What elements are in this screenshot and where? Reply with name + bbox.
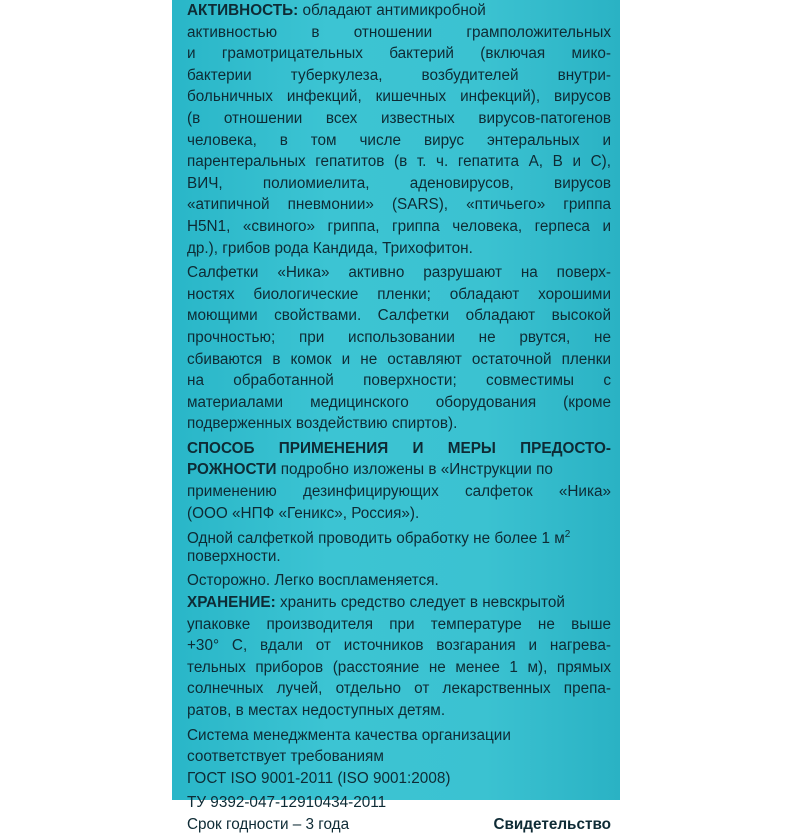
method-first-line	[187, 459, 611, 481]
activity-first-line	[187, 0, 611, 22]
napkins-line: материалами медицинского оборудования (кроме	[187, 393, 611, 411]
activity-line: больничных инфекций, кишечных инфекций), вирусов	[187, 88, 611, 106]
storage-first-line	[187, 592, 611, 614]
napkins-line: Салфетки «Ника» активно разрушают на поверх-	[187, 264, 611, 282]
activity-line: бактерии туберкулеза, возбудителей внутри-	[187, 66, 611, 84]
area-line-2: поверхности.	[187, 547, 281, 565]
activity-line: (в отношении всех известных вирусов-патогенов	[187, 109, 611, 127]
activity-line: активностью в отношении грамположительных	[187, 23, 611, 41]
method-line: применению дезинфицирующих салфеток «Ника»	[187, 483, 611, 501]
storage-line: упаковке производителя при температуре не выше	[187, 615, 611, 633]
napkins-line: на обработанной поверхности; совместимы с	[187, 372, 611, 390]
quality-line: ГОСТ ISO 9001-2011 (ISO 9001:2008)	[187, 769, 451, 787]
activity-line: парентеральных гепатитов (в т. ч. гепатита А, В и С),	[187, 153, 611, 171]
storage-text: хранить средство следует в невскрытой	[275, 594, 565, 612]
quality-line: соответствует требованиям	[187, 748, 384, 766]
shelf-life-line	[187, 814, 611, 836]
napkins-line: моющими свойствами. Салфетки обладают высокой	[187, 307, 611, 325]
activity-line: др.), грибов рода Кандида, Трихофитон.	[187, 239, 473, 257]
storage-heading: ХРАНЕНИЕ:	[187, 594, 276, 612]
activity-line: ВИЧ, полиомиелита, аденовирусов, вирусов	[187, 174, 611, 192]
caution-line: Осторожно. Легко воспламеняется.	[187, 572, 439, 590]
activity-heading: АКТИВНОСТЬ:	[187, 2, 299, 19]
method-heading: СПОСОБ ПРИМЕНЕНИЯ И МЕРЫ ПРЕДОСТО-	[187, 439, 611, 457]
storage-line: +30° С, вдали от источников возгарания и нагрева-	[187, 637, 611, 655]
storage-line: ратов, в местах недоступных детям.	[187, 702, 446, 719]
area-text: Одной салфеткой проводить обработку не более 1 м	[187, 530, 565, 548]
napkins-line: подверженных воздействию спиртов).	[187, 415, 458, 433]
method-line: (ООО «НПФ «Геникс», Россия»).	[187, 504, 420, 522]
method-text: подробно изложены в «Инструкции по	[276, 461, 553, 479]
package-text	[187, 0, 611, 836]
area-line	[187, 524, 611, 546]
activity-line: «атипичной пневмонии» (SARS), «птичьего» гриппа	[187, 196, 611, 214]
area-superscript: 2	[564, 529, 571, 541]
certificate-label: Свидетельство	[493, 815, 611, 833]
napkins-line: прочностью; при использовании не рвутся, не	[187, 328, 611, 346]
shelf-life: Срок годности – 3 года	[187, 815, 350, 833]
method-heading-end: РОЖНОСТИ	[187, 461, 277, 479]
activity-line: и грамотрицательных бактерий (включая мико-	[187, 45, 611, 63]
napkins-line: ностях биологические пленки; обладают хорошими	[187, 285, 611, 303]
tu-line: ТУ 9392-047-12910434-2011	[187, 794, 387, 812]
storage-line: тельных приборов (расстояние не менее 1 м), прямых	[187, 658, 611, 676]
storage-line: солнечных лучей, отдельно от лекарственных препа-	[187, 680, 611, 698]
napkins-line: сбиваются в комок и не оставляют остаточной пленки	[187, 350, 611, 368]
quality-line: Система менеджмента качества организации	[187, 726, 511, 744]
activity-line: человека, в том числе вирус энтеральных и	[187, 131, 611, 149]
activity-line: H5N1, «свиного» гриппа, гриппа человека, герпеса и	[187, 217, 611, 235]
activity-text: обладают антимикробной	[298, 2, 486, 19]
